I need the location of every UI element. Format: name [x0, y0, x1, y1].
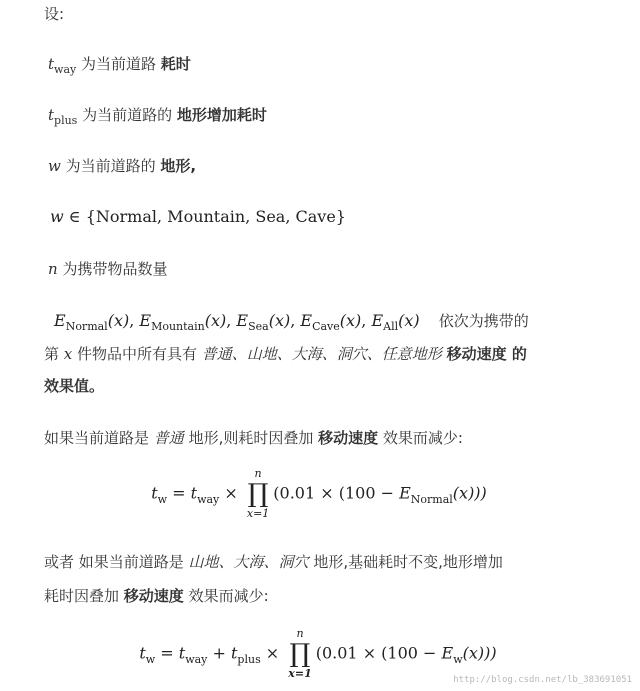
product-lower: x=1	[246, 507, 270, 520]
effects-text: 件物品中所有具有	[72, 345, 202, 363]
product-symbol: ∏	[289, 639, 311, 669]
formula-body: (0.01 × (100 −	[315, 643, 442, 663]
separator: ,	[129, 311, 140, 330]
formula-E-sub: w	[453, 652, 463, 666]
math-symbol: w	[50, 207, 64, 226]
effect-symbol: E	[371, 311, 384, 330]
formula-eq: =	[167, 483, 191, 503]
math-symbol: t	[48, 106, 55, 124]
effect-arg: (x)	[204, 311, 227, 330]
math-operator: ∈	[63, 207, 86, 226]
effect-symbol: E	[54, 311, 66, 330]
math-symbol: x	[63, 345, 73, 363]
separator: ,	[290, 311, 301, 330]
def-n	[48, 255, 640, 283]
case-bold: 移动速度	[318, 429, 379, 447]
def-text: 为当前道路的	[60, 157, 161, 175]
case-terrain: 山地、大海、洞穴	[188, 553, 309, 571]
product-operator	[288, 628, 311, 680]
def-text: 为携带物品数量	[57, 260, 168, 278]
product-upper: n	[254, 467, 262, 480]
def-w	[48, 152, 640, 180]
case2-text-1	[44, 548, 640, 576]
product-upper: n	[296, 627, 304, 640]
effects-bold: 移动速度 的	[446, 345, 527, 363]
formula-E: E	[441, 643, 454, 663]
case-text: 或者 如果当前道路是	[44, 553, 189, 571]
def-tplus	[48, 101, 640, 131]
math-subscript: plus	[54, 114, 78, 127]
formula-body: (0.01 × (100 −	[273, 483, 400, 503]
formula-1	[0, 468, 640, 520]
formula-tail: (x)))	[462, 643, 497, 663]
effects-line-2	[44, 340, 640, 368]
formula-lhs-sub: w	[157, 492, 168, 506]
case-terrain: 普通	[153, 429, 184, 447]
case-text: 效果而减少:	[378, 429, 463, 447]
formula-lhs-sub: w	[145, 652, 156, 666]
formula-eq: =	[155, 643, 179, 663]
effect-arg: (x)	[268, 311, 291, 330]
effect-sub: Normal	[65, 320, 108, 333]
def-set	[50, 203, 640, 231]
product-operator	[247, 468, 269, 520]
terrain-list: 普通、山地、大海、洞穴、任意地形	[201, 345, 442, 363]
formula-plus: +	[207, 643, 231, 663]
effect-sub: Cave	[312, 320, 340, 333]
effects-trail: 依次为携带的	[438, 312, 529, 330]
case2-text-2	[44, 582, 640, 610]
effect-sub: Mountain	[151, 320, 205, 333]
math-symbol: t	[48, 55, 55, 73]
effect-symbol: E	[236, 311, 249, 330]
effect-symbol: E	[300, 311, 313, 330]
set-values: {Normal, Mountain, Sea, Cave}	[85, 207, 346, 226]
formula-times: ×	[260, 643, 285, 663]
effect-sub: Sea	[248, 320, 269, 333]
effects-line-1	[54, 307, 640, 337]
formula-lhs: t	[151, 483, 158, 503]
watermark-url: http://blog.csdn.net/lb_383691051	[453, 675, 632, 685]
case-text: 如果当前道路是	[44, 429, 154, 447]
formula-t2-sub: plus	[237, 652, 261, 666]
def-text: 为当前道路的	[77, 106, 177, 124]
math-subscript: way	[54, 63, 77, 76]
def-tway	[48, 50, 640, 80]
math-symbol: w	[48, 157, 61, 175]
effects-text: 第	[44, 345, 64, 363]
def-bold: 地形增加耗时	[176, 106, 267, 124]
product-symbol: ∏	[247, 479, 269, 509]
effect-arg: (x)	[398, 311, 420, 330]
math-symbol: n	[48, 260, 58, 278]
effect-sub: All	[383, 320, 399, 333]
effect-arg: (x)	[339, 311, 362, 330]
formula-t2: t	[230, 643, 238, 663]
case1-text	[44, 424, 640, 452]
case-text: 耗时因叠加	[44, 587, 124, 605]
formula-tail: (x)))	[452, 483, 487, 503]
effects-line-3: 效果值。	[44, 377, 105, 395]
case-bold: 移动速度	[123, 587, 184, 605]
formula-E-sub: Normal	[410, 492, 453, 506]
effect-arg: (x)	[107, 311, 130, 330]
product-lower: x=1	[288, 667, 312, 680]
def-bold: 地形,	[160, 157, 197, 175]
intro-text: 设:	[44, 5, 65, 23]
case-text: 地形,则耗时因叠加	[183, 429, 319, 447]
formula-2	[0, 628, 640, 680]
formula-times: ×	[219, 483, 243, 503]
formula-t-sub: way	[185, 652, 208, 666]
formula-t: t	[190, 483, 198, 503]
formula-E: E	[399, 483, 411, 503]
effect-symbol: E	[139, 311, 152, 330]
def-bold: 耗时	[160, 55, 191, 73]
case-text: 效果而减少:	[183, 587, 269, 605]
formula-t-sub: way	[197, 492, 220, 506]
case-text: 地形,基础耗时不变,地形增加	[308, 553, 503, 571]
formula-t: t	[178, 643, 186, 663]
separator: ,	[361, 311, 372, 330]
def-text: 为当前道路	[76, 55, 161, 73]
formula-lhs: t	[139, 643, 146, 663]
separator: ,	[226, 311, 237, 330]
